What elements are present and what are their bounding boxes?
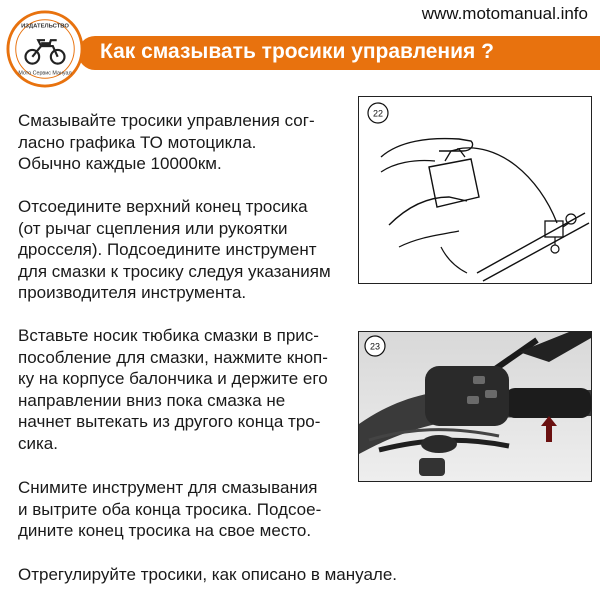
svg-text:Мото Сервис Мануал: Мото Сервис Мануал [18, 70, 72, 77]
paragraph-1: Смазывайте тросики управления сог- ласно графика ТО мотоцикла. Обычно каждые 10000км. [18, 111, 315, 173]
paragraph-2: Отсоедините верхний конец тросика (от рычаг сцепления или рукоятки дросселя). Подсоедините инструмент для смазки к тросику следуя указаниям производителя инструмента. [18, 197, 331, 302]
paragraph-3: Вставьте носик тюбика смазки в прис- пособление для смазки, нажмите кноп- ку на корпусе балончика и держите его направлении вниз пока смазка не начнет вытекать из другого конца тро- сика. [18, 326, 328, 453]
paragraph-5: Отрегулируйте тросики, как описано в мануале. [18, 565, 398, 584]
page-title: Как смазывать тросики управления ? [100, 40, 494, 63]
figure-22-cable-lubrication-drawing [358, 96, 592, 284]
svg-text:ИЗДАТЕЛЬСТВО: ИЗДАТЕЛЬСТВО [21, 23, 69, 30]
svg-text:23: 23 [369, 341, 381, 352]
figure-23-handlebar-photo [358, 331, 592, 482]
title-banner [78, 36, 600, 70]
paragraph-4: Снимите инструмент для смазывания и вытрите оба конца тросика. Подсое- дините конец тросика на свое место. [18, 478, 322, 540]
svg-text:22: 22 [372, 108, 384, 119]
publisher-logo [6, 10, 84, 88]
site-url[interactable]: www.motomanual.info [421, 4, 588, 23]
